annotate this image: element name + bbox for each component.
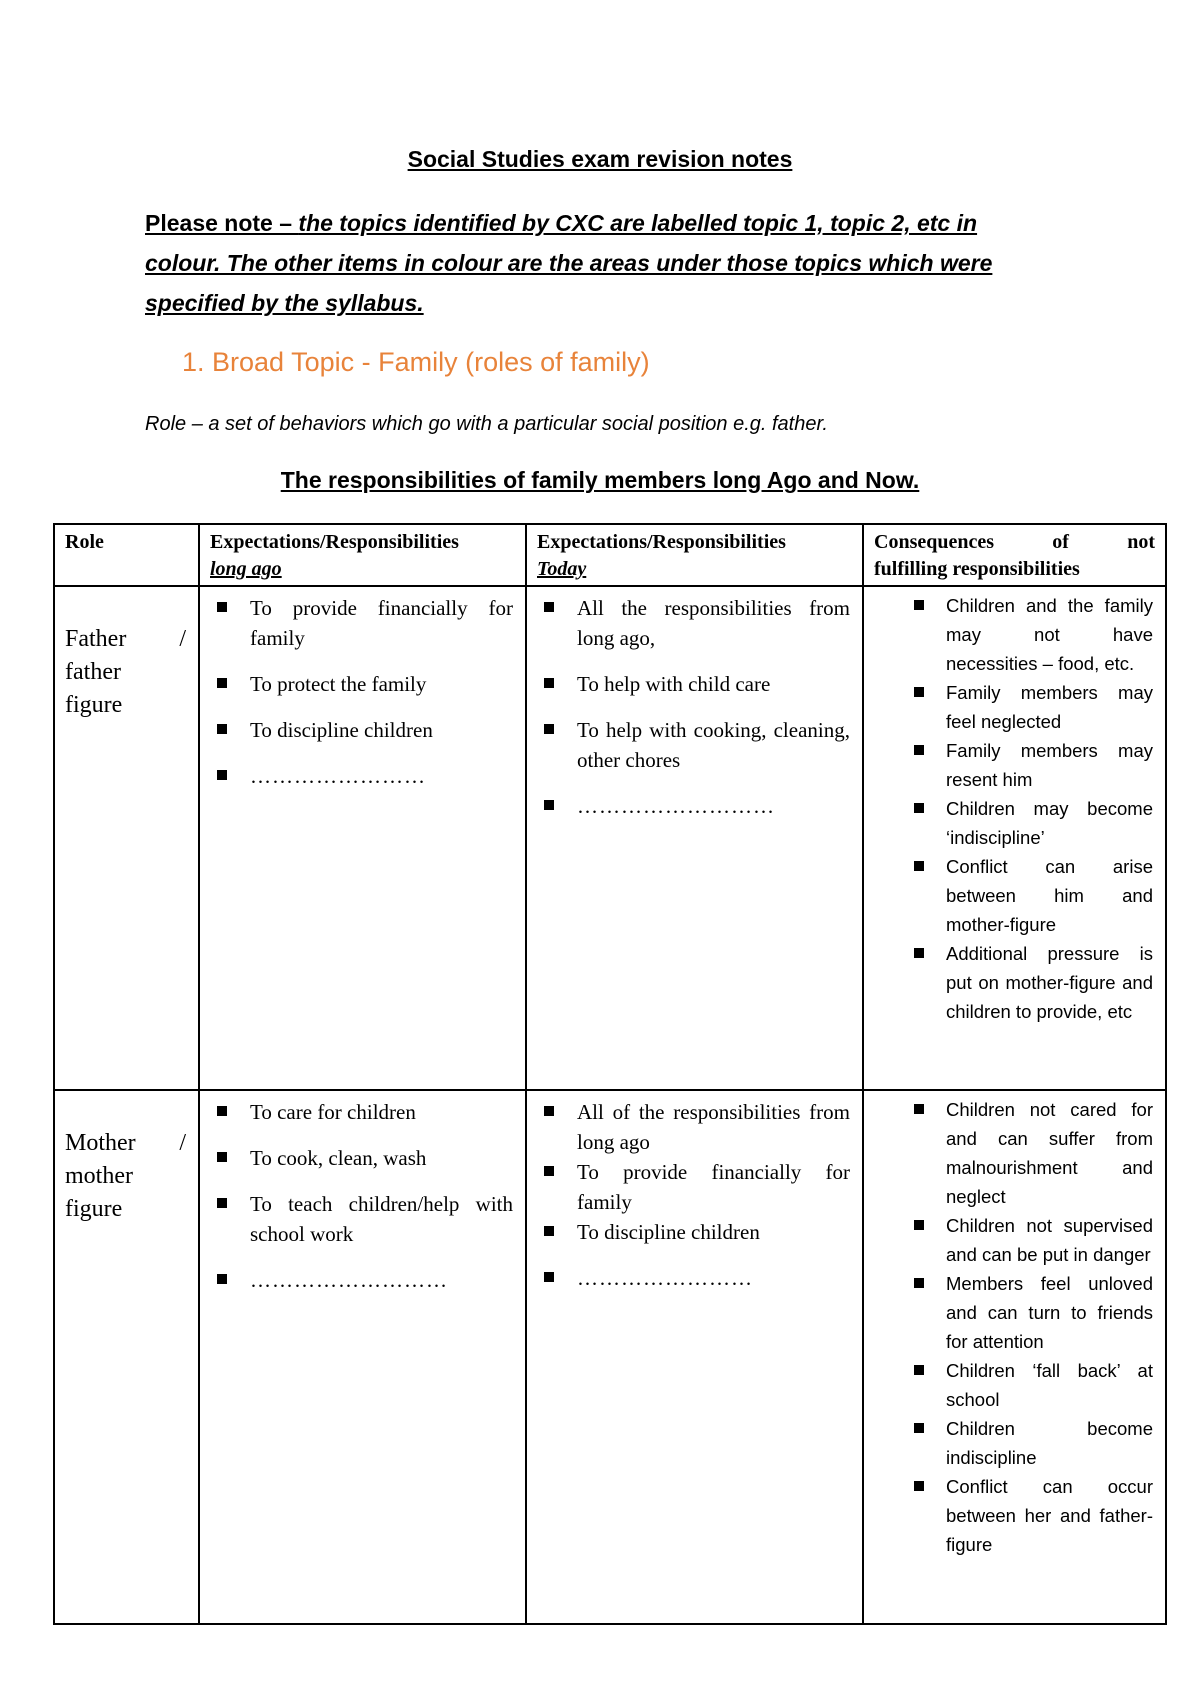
square-bullet-icon bbox=[544, 1272, 554, 1282]
list-item: ……………………… bbox=[250, 1265, 513, 1295]
table-row-father bbox=[54, 586, 1166, 1090]
father-long-ago-cell bbox=[199, 586, 526, 1090]
note-lead: Please note – bbox=[145, 210, 299, 236]
header-role: Role bbox=[54, 524, 199, 586]
square-bullet-icon bbox=[544, 1226, 554, 1236]
table-title: The responsibilities of family members long Ago and Now. bbox=[280, 467, 920, 493]
list-item: …………………… bbox=[250, 761, 513, 791]
list-item: All the responsibilities from long ago, bbox=[577, 593, 850, 653]
header-long-ago: Expectations/Responsibilities long ago bbox=[199, 524, 526, 586]
list-item: Conflict can arise between him and mother-figure bbox=[946, 852, 1153, 939]
list-item: Additional pressure is put on mother-figure and children to provide, etc bbox=[946, 939, 1153, 1026]
square-bullet-icon bbox=[544, 678, 554, 688]
role-cell-mother: Mother / mother figure bbox=[54, 1090, 199, 1624]
list-item: All of the responsibilities from long ago bbox=[577, 1097, 850, 1157]
list-item: To help with cooking, cleaning, other chores bbox=[577, 715, 850, 775]
role-definition: Role – a set of behaviors which go with a particular social position e.g. father. bbox=[145, 413, 828, 435]
mother-today-cell bbox=[526, 1090, 863, 1624]
mother-today-list bbox=[527, 1091, 862, 1293]
header-today: Expectations/Responsibilities Today bbox=[526, 524, 863, 586]
square-bullet-icon bbox=[914, 1423, 924, 1433]
list-item: Children not supervised and can be put in danger bbox=[946, 1211, 1153, 1269]
father-consequences-cell bbox=[863, 586, 1166, 1090]
square-bullet-icon bbox=[217, 1106, 227, 1116]
list-item: Children become indiscipline bbox=[946, 1414, 1153, 1472]
father-consequences-list bbox=[864, 587, 1165, 1026]
square-bullet-icon bbox=[217, 1152, 227, 1162]
square-bullet-icon bbox=[544, 724, 554, 734]
square-bullet-icon bbox=[217, 602, 227, 612]
father-today-cell bbox=[526, 586, 863, 1090]
list-item: To provide financially for family bbox=[250, 593, 513, 653]
square-bullet-icon bbox=[217, 678, 227, 688]
square-bullet-icon bbox=[217, 770, 227, 780]
square-bullet-icon bbox=[914, 861, 924, 871]
list-item: Children ‘fall back’ at school bbox=[946, 1356, 1153, 1414]
square-bullet-icon bbox=[914, 803, 924, 813]
square-bullet-icon bbox=[544, 1106, 554, 1116]
list-item: To teach children/help with school work bbox=[250, 1189, 513, 1249]
square-bullet-icon bbox=[544, 800, 554, 810]
list-item: To discipline children bbox=[577, 1217, 850, 1247]
square-bullet-icon bbox=[217, 1274, 227, 1284]
square-bullet-icon bbox=[914, 600, 924, 610]
list-item: To help with child care bbox=[577, 669, 850, 699]
document-title: Social Studies exam revision notes bbox=[407, 146, 793, 172]
header-consequences: Consequences of not fulfilling responsibilities bbox=[863, 524, 1166, 586]
mother-long-ago-list bbox=[200, 1091, 525, 1295]
list-item: To discipline children bbox=[250, 715, 513, 745]
mother-consequences-cell bbox=[863, 1090, 1166, 1624]
square-bullet-icon bbox=[914, 948, 924, 958]
table-row-mother bbox=[54, 1090, 1166, 1624]
father-long-ago-list bbox=[200, 587, 525, 791]
father-today-list bbox=[527, 587, 862, 821]
list-item: Children and the family may not have necessities – food, etc. bbox=[946, 591, 1153, 678]
list-item: ……………………… bbox=[577, 791, 850, 821]
list-item: Family members may resent him bbox=[946, 736, 1153, 794]
square-bullet-icon bbox=[914, 1104, 924, 1114]
list-item: Family members may feel neglected bbox=[946, 678, 1153, 736]
list-item: Children may become ‘indiscipline’ bbox=[946, 794, 1153, 852]
list-item: Members feel unloved and can turn to friends for attention bbox=[946, 1269, 1153, 1356]
note-italic: the topics identified by CXC are labelled topic 1, topic 2, etc in colour. The other items in colour are the areas under those topics which were specified by the syllabus. bbox=[145, 210, 993, 316]
role-cell-father: Father / father figure bbox=[54, 586, 199, 1090]
square-bullet-icon bbox=[914, 687, 924, 697]
square-bullet-icon bbox=[914, 1220, 924, 1230]
list-item: To protect the family bbox=[250, 669, 513, 699]
mother-long-ago-cell bbox=[199, 1090, 526, 1624]
square-bullet-icon bbox=[914, 1481, 924, 1491]
list-item: To care for children bbox=[250, 1097, 513, 1127]
syllabus-note bbox=[145, 203, 1045, 323]
table-header-row bbox=[54, 524, 1166, 586]
list-item: To provide financially for family bbox=[577, 1157, 850, 1217]
square-bullet-icon bbox=[217, 724, 227, 734]
list-item: Children not cared for and can suffer from malnourishment and neglect bbox=[946, 1095, 1153, 1211]
list-item: Conflict can occur between her and father-figure bbox=[946, 1472, 1153, 1559]
square-bullet-icon bbox=[914, 1278, 924, 1288]
square-bullet-icon bbox=[544, 602, 554, 612]
square-bullet-icon bbox=[914, 1365, 924, 1375]
list-item: …………………… bbox=[577, 1263, 850, 1293]
square-bullet-icon bbox=[914, 745, 924, 755]
list-item: To cook, clean, wash bbox=[250, 1143, 513, 1173]
topic-heading: 1. Broad Topic - Family (roles of family) bbox=[182, 347, 650, 377]
square-bullet-icon bbox=[544, 1166, 554, 1176]
mother-consequences-list bbox=[864, 1091, 1165, 1559]
square-bullet-icon bbox=[217, 1198, 227, 1208]
responsibilities-table bbox=[53, 523, 1167, 1625]
